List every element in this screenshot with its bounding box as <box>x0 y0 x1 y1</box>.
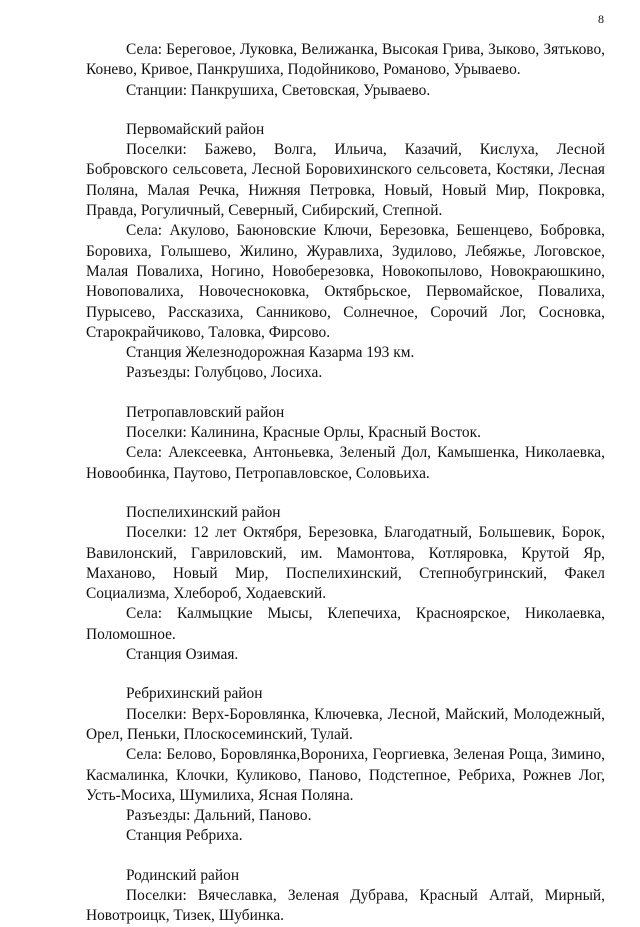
district-heading: Петропавловский район <box>126 403 285 421</box>
document-body <box>86 40 605 927</box>
paragraph: Станции: Панкрушиха, Световская, Урываево. <box>126 81 431 99</box>
paragraph: Станция Ребриха. <box>126 827 243 845</box>
district-heading: Поспелихинский район <box>126 503 281 521</box>
district-heading: Первомайский район <box>126 120 265 138</box>
paragraph: Разъезды: Голубцово, Лосиха. <box>126 364 323 382</box>
paragraph: Поселки: Калинина, Красные Орлы, Красный Восток. <box>126 424 481 442</box>
district-heading: Ребрихинский район <box>126 685 263 703</box>
paragraph: Села: Береговое, Луковка, Велижанка, Высокая Грива, Зыково, Зятьково, Конево, Кривое, Панкрушиха, Подойниково, Романово, Урываево. <box>86 41 605 79</box>
paragraph: Станция Железнодорожная Казарма 193 км. <box>126 344 415 362</box>
district-heading: Родинский район <box>126 866 240 884</box>
paragraph: Села: Калмыцкие Мысы, Клепечиха, Красноярское, Николаевка, Поломошное. <box>86 605 605 643</box>
page-number: 8 <box>598 12 604 26</box>
paragraph: Станция Озимая. <box>126 646 239 664</box>
paragraph: Села: Акулово, Баюновские Ключи, Березовка, Бешенцево, Бобровка, Боровиха, Голышево, Жилино, Журавлиха, Зудилово, Лебяжье, Логовское, Малая Повалиха, Ногино, Новоберезовка, Новокопылово, Новокраюшкино, Новоповалиха, Новочесноковка, Октябрьское, Первомайское, Повалиха, Пурысево, Рассказиха, Санниково, Солнечное, Сорочий Лог, Сосновка, Старокрайчиково, Таловка, Фирсово. <box>86 222 605 341</box>
paragraph: Поселки: 12 лет Октября, Березовка, Благодатный, Большевик, Борок, Вавилонский, Гавриловский, им. Мамонтова, Котляровка, Крутой Яр, Маханово, Новый Мир, Поспелихинский, Степнобугринский, Факел Социализма, Хлебороб, Ходаевский. <box>86 524 605 603</box>
paragraph: Села: Алексеевка, Антоньевка, Зеленый Дол, Камышенка, Николаевка, Новообинка, Паутово, Петропавловское, Соловьиха. <box>86 444 605 482</box>
paragraph: Поселки: Вячеславка, Зеленая Дубрава, Красный Алтай, Мирный, Новотроицк, Тизек, Шубинка. <box>86 886 605 925</box>
paragraph: Разъезды: Дальний, Паново. <box>126 807 312 825</box>
paragraph: Села: Белово, Боровлянка,Ворониха, Георгиевка, Зеленая Роща, Зимино, Касмалинка, Клочки, Куликово, Паново, Подстепное, Ребриха, Рожнев Лог, Усть-Мосиха, Шумилиха, Ясная Поляна. <box>86 746 605 804</box>
paragraph: Поселки: Верх-Боровлянка, Ключевка, Лесной, Майский, Молодежный, Орел, Пеньки, Плоскосеминский, Тулай. <box>86 705 605 743</box>
paragraph: Поселки: Бажево, Волга, Ильича, Казачий, Кислуха, Лесной Бобровского сельсовета, Лесной Боровихинского сельсовета, Костяки, Лесная Поляна, Малая Речка, Нижняя Петровка, Новый, Новый Мир, Покровка, Правда, Рогуличный, Северный, Сибирский, Степной. <box>86 141 605 220</box>
